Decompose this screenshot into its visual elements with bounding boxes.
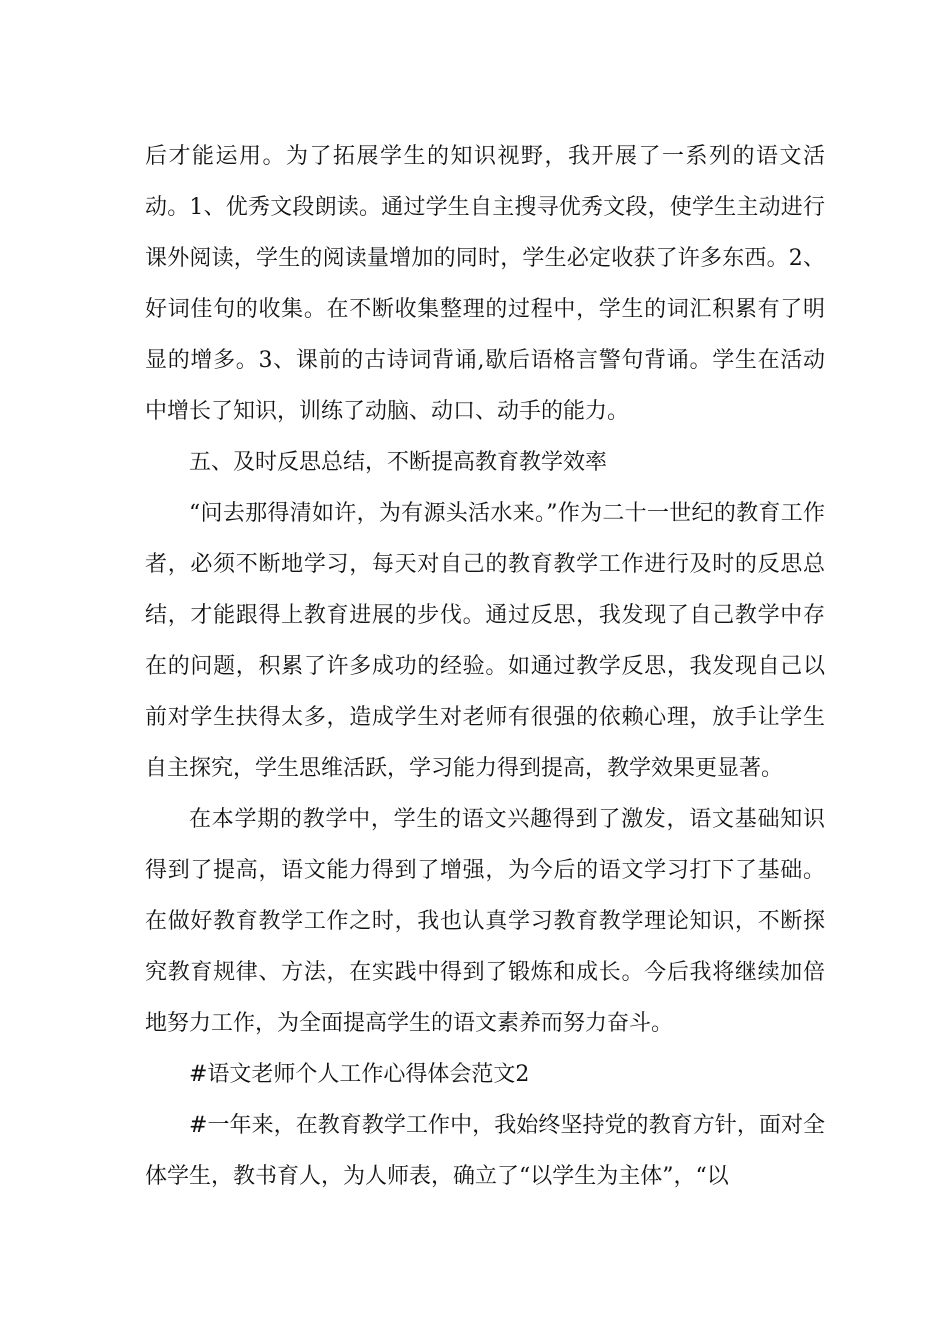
paragraph-semester-summary: 在本学期的教学中，学生的语文兴趣得到了激发，语文基础知识得到了提高，语文能力得到了增强，为今后的语文学习打下了基础。在做好教育教学工作之时，我也认真学习教育教学理论知识，不断探究教育规律、方法，在实践中得到了锻炼和成长。今后我将继续加倍地努力工作，为全面提高学生的语文素养而努力奋斗。 — [145, 807, 825, 1036]
paragraph-language-activities: 后才能运用。为了拓展学生的知识视野，我开展了一系列的语文活动。1、优秀文段朗读。通过学生自主搜寻优秀文段，使学生主动进行课外阅读，学生的阅读量增加的同时，学生必定收获了许多东西。2、好词佳句的收集。在不断收集整理的过程中，学生的词汇积累有了明显的增多。3、课前的古诗词背诵,歇后语格言警句背诵。学生在活动中增长了知识，训练了动脑、动口、动手的能力。 — [145, 144, 825, 424]
paragraph-reflection: “问去那得清如许，为有源头活水来。”作为二十一世纪的教育工作者，必须不断地学习，每天对自己的教育教学工作进行及时的反思总结，才能跟得上教育进展的步伐。通过反思，我发现了自己教学中存在的问题，积累了许多成功的经验。如通过教学反思，我发现自己以前对学生扶得太多，造成学生对老师有很强的依赖心理，放手让学生自主探究，学生思维活跃，学习能力得到提高，教学效果更显著。 — [145, 501, 825, 781]
document-body — [145, 131, 825, 1202]
paragraph-year-overview: #一年来，在教育教学工作中，我始终坚持党的教育方针，面对全体学生，教书育人，为人师表，确立了“以学生为主体”，“以 — [145, 1113, 825, 1189]
section-heading-reflection: 五、及时反思总结，不断提高教育教学效率 — [189, 450, 608, 475]
article-title-sample-2: #语文老师个人工作心得体会范文2 — [189, 1062, 530, 1087]
